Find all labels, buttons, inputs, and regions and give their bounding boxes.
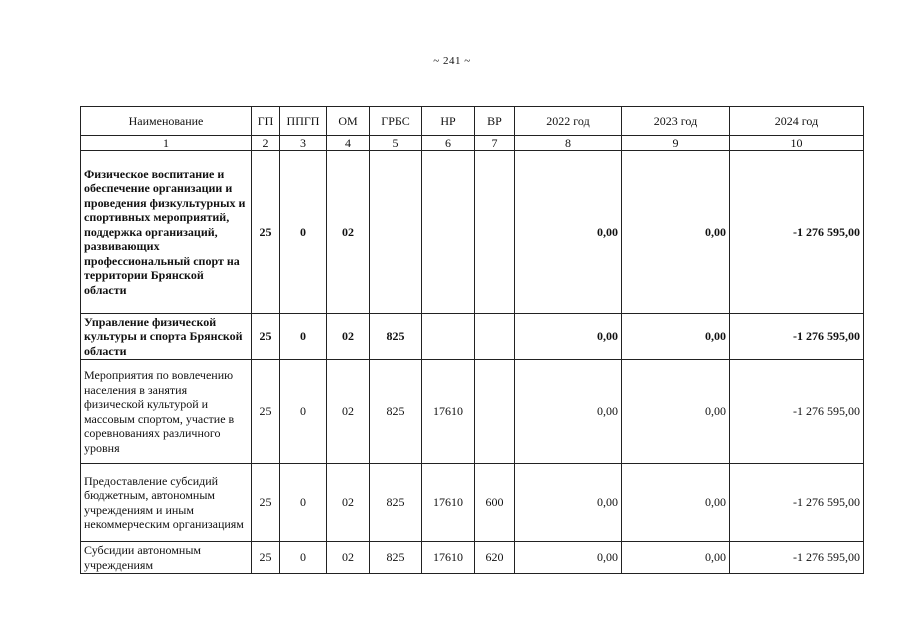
table-row (81, 314, 864, 360)
cell-2022: 0,00 (515, 360, 622, 464)
cell-2023: 0,00 (622, 314, 730, 360)
col-number: 7 (475, 136, 515, 151)
cell-ppgp: 0 (280, 542, 327, 574)
cell-gp: 25 (252, 542, 280, 574)
cell-om: 02 (327, 464, 370, 542)
col-header-2024: 2024 год (730, 107, 864, 136)
cell-om: 02 (327, 542, 370, 574)
col-header-2022: 2022 год (515, 107, 622, 136)
budget-table (80, 106, 864, 574)
col-number: 9 (622, 136, 730, 151)
cell-grbs: 825 (370, 314, 422, 360)
col-number: 8 (515, 136, 622, 151)
header-row (81, 107, 864, 136)
cell-name: Мероприятия по вовлечению населения в занятия физической культурой и массовым спортом, участие в соревнованиях различного уровня (81, 360, 252, 464)
page-number: ~ 241 ~ (433, 55, 471, 67)
table-row (81, 360, 864, 464)
cell-grbs: 825 (370, 542, 422, 574)
cell-grbs: 825 (370, 360, 422, 464)
col-header-vr: ВР (475, 107, 515, 136)
cell-gp: 25 (252, 314, 280, 360)
cell-vr: 620 (475, 542, 515, 574)
cell-2022: 0,00 (515, 464, 622, 542)
cell-2023: 0,00 (622, 542, 730, 574)
cell-name: Физическое воспитание и обеспечение организации и проведения физкультурных и спортивных мероприятий, поддержка организаций, развивающих профессиональный спорт на территории Брянской области (81, 151, 252, 314)
cell-grbs (370, 151, 422, 314)
cell-om: 02 (327, 314, 370, 360)
cell-vr (475, 314, 515, 360)
col-header-om: ОМ (327, 107, 370, 136)
cell-nr (422, 151, 475, 314)
table-row (81, 151, 864, 314)
cell-gp: 25 (252, 151, 280, 314)
cell-ppgp: 0 (280, 151, 327, 314)
cell-name: Субсидии автономным учреждениям (81, 542, 252, 574)
col-number: 10 (730, 136, 864, 151)
col-number: 4 (327, 136, 370, 151)
cell-vr: 600 (475, 464, 515, 542)
cell-om: 02 (327, 151, 370, 314)
cell-2022: 0,00 (515, 314, 622, 360)
col-header-2023: 2023 год (622, 107, 730, 136)
col-header-nr: НР (422, 107, 475, 136)
cell-ppgp: 0 (280, 360, 327, 464)
cell-2024: -1 276 595,00 (730, 464, 864, 542)
cell-2023: 0,00 (622, 464, 730, 542)
col-number: 3 (280, 136, 327, 151)
column-number-row (81, 136, 864, 151)
cell-2023: 0,00 (622, 360, 730, 464)
cell-om: 02 (327, 360, 370, 464)
cell-2024: -1 276 595,00 (730, 151, 864, 314)
cell-grbs: 825 (370, 464, 422, 542)
cell-nr: 17610 (422, 360, 475, 464)
cell-2023: 0,00 (622, 151, 730, 314)
col-number: 6 (422, 136, 475, 151)
cell-2022: 0,00 (515, 151, 622, 314)
col-header-name: Наименование (81, 107, 252, 136)
cell-gp: 25 (252, 464, 280, 542)
col-number: 1 (81, 136, 252, 151)
cell-name: Предоставление субсидий бюджетным, автономным учреждениям и иным некоммерческим организациям (81, 464, 252, 542)
cell-name: Управление физической культуры и спорта Брянской области (81, 314, 252, 360)
col-header-gp: ГП (252, 107, 280, 136)
table-row (81, 464, 864, 542)
cell-nr: 17610 (422, 464, 475, 542)
col-header-ppgp: ППГП (280, 107, 327, 136)
col-header-grbs: ГРБС (370, 107, 422, 136)
col-number: 2 (252, 136, 280, 151)
table-row (81, 542, 864, 574)
cell-vr (475, 360, 515, 464)
cell-gp: 25 (252, 360, 280, 464)
cell-nr: 17610 (422, 542, 475, 574)
cell-ppgp: 0 (280, 314, 327, 360)
cell-ppgp: 0 (280, 464, 327, 542)
cell-vr (475, 151, 515, 314)
cell-2024: -1 276 595,00 (730, 360, 864, 464)
cell-2024: -1 276 595,00 (730, 314, 864, 360)
cell-nr (422, 314, 475, 360)
col-number: 5 (370, 136, 422, 151)
cell-2024: -1 276 595,00 (730, 542, 864, 574)
cell-2022: 0,00 (515, 542, 622, 574)
